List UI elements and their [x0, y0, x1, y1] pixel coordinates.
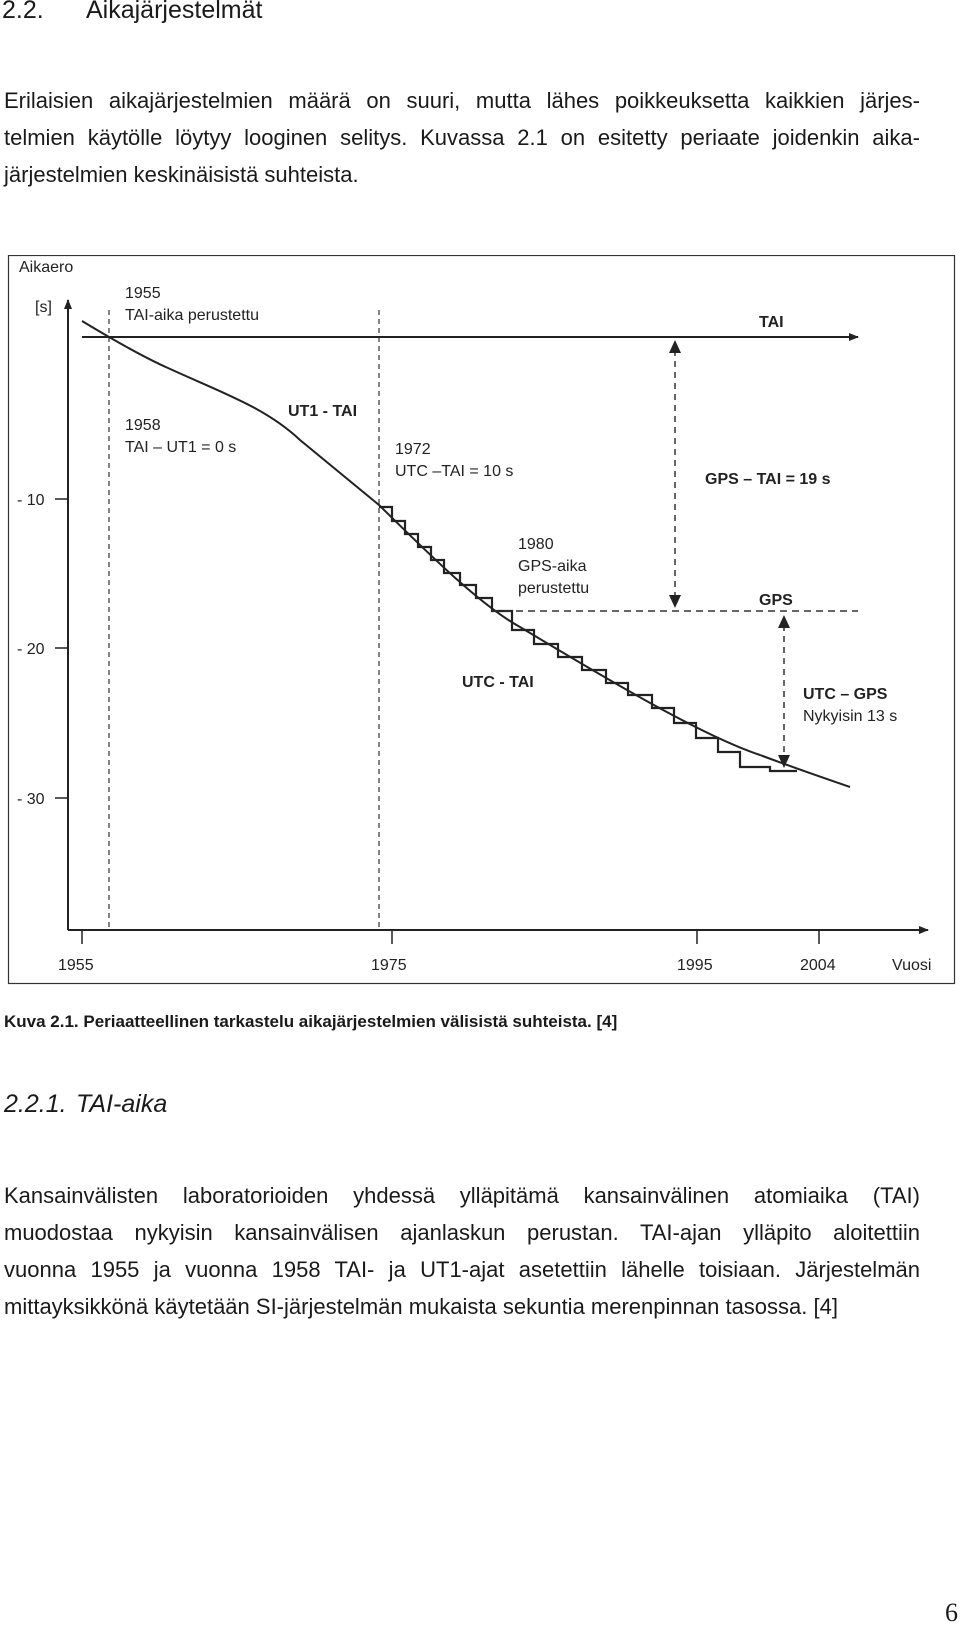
x-tick-label: 1975 [371, 957, 407, 974]
arrow-head [778, 615, 790, 628]
body-line: mittayksikkönä käytetään SI-järjestelmän mukaista sekuntia merenpinnan tasossa. [4] [4, 1294, 838, 1319]
time-systems-diagram [0, 255, 960, 990]
subsection-title: TAI-aika [76, 1090, 168, 1118]
figure-frame [9, 256, 955, 984]
body-paragraph [4, 1177, 920, 1325]
arrow-head [669, 340, 681, 353]
x-tick-label: 2004 [800, 957, 836, 974]
y-tick-label: - 30 [17, 791, 45, 808]
ut1-1958-text: TAI – UT1 = 0 s [125, 439, 237, 456]
page-number: 6 [945, 1598, 958, 1627]
subsection-heading [4, 1090, 167, 1119]
figure-caption: Kuva 2.1. Periaatteellinen tarkastelu aikajärjestelmien välisistä suhteista. [4] [4, 1012, 618, 1031]
section-heading [2, 0, 262, 25]
ut1-curve [82, 321, 850, 787]
figure-time-systems [0, 255, 960, 990]
body-line: Kansainvälisten laboratorioiden yhdessä ylläpitämä kansainvälinen atomiaika (TAI) [4, 1183, 920, 1208]
y-tick-label: - 20 [17, 641, 45, 658]
y-axis-title: Aikaero [19, 259, 74, 276]
intro-line: Erilaisien aikajärjestelmien määrä on suuri, mutta lähes poikkeuksetta kaikkien järjes- [4, 88, 920, 113]
tai-label: TAI [759, 314, 784, 331]
ut1-1958-year: 1958 [125, 417, 161, 434]
x-axis-title: Vuosi [892, 957, 932, 974]
utc-1972-text: UTC –TAI = 10 s [395, 463, 514, 480]
utc-staircase [379, 507, 797, 771]
gps-1980-line2: perustettu [518, 580, 590, 597]
x-tick-label: 1995 [677, 957, 713, 974]
gps-1980-line1: GPS-aika [518, 558, 587, 575]
intro-paragraph [4, 82, 920, 193]
ut1-tai-label: UT1 - TAI [288, 403, 358, 420]
x-tick-label: 1955 [58, 957, 94, 974]
gps-label: GPS [759, 592, 793, 609]
body-line: muodostaa nykyisin kansainvälisen ajanlaskun perustan. TAI-ajan ylläpito aloitettiin [4, 1220, 920, 1245]
section-number: 2.2. [2, 0, 44, 24]
subsection-number: 2.2.1. [4, 1090, 67, 1118]
intro-line: järjestelmien keskinäisistä suhteista. [4, 162, 359, 187]
gps-tai-label: GPS – TAI = 19 s [705, 471, 831, 488]
section-title: Aikajärjestelmät [86, 0, 263, 24]
utc-gps-now: Nykyisin 13 s [803, 708, 898, 725]
tai-1955-year: 1955 [125, 285, 161, 302]
utc-gps-label: UTC – GPS [803, 686, 888, 703]
y-tick-label: - 10 [17, 492, 45, 509]
tai-1955-text: TAI-aika perustettu [125, 307, 259, 324]
y-axis-unit: [s] [35, 299, 52, 316]
gps-1980-year: 1980 [518, 536, 554, 553]
intro-line: telmien käytölle löytyy looginen selitys. Kuvassa 2.1 on esitetty periaate joidenkin aika- [4, 125, 920, 150]
body-line: vuonna 1955 ja vuonna 1958 TAI- ja UT1-ajat asetettiin lähelle toisiaan. Järjestelmän [4, 1257, 920, 1282]
utc-tai-label: UTC - TAI [462, 674, 534, 691]
utc-1972-year: 1972 [395, 441, 431, 458]
arrow-head [669, 595, 681, 608]
